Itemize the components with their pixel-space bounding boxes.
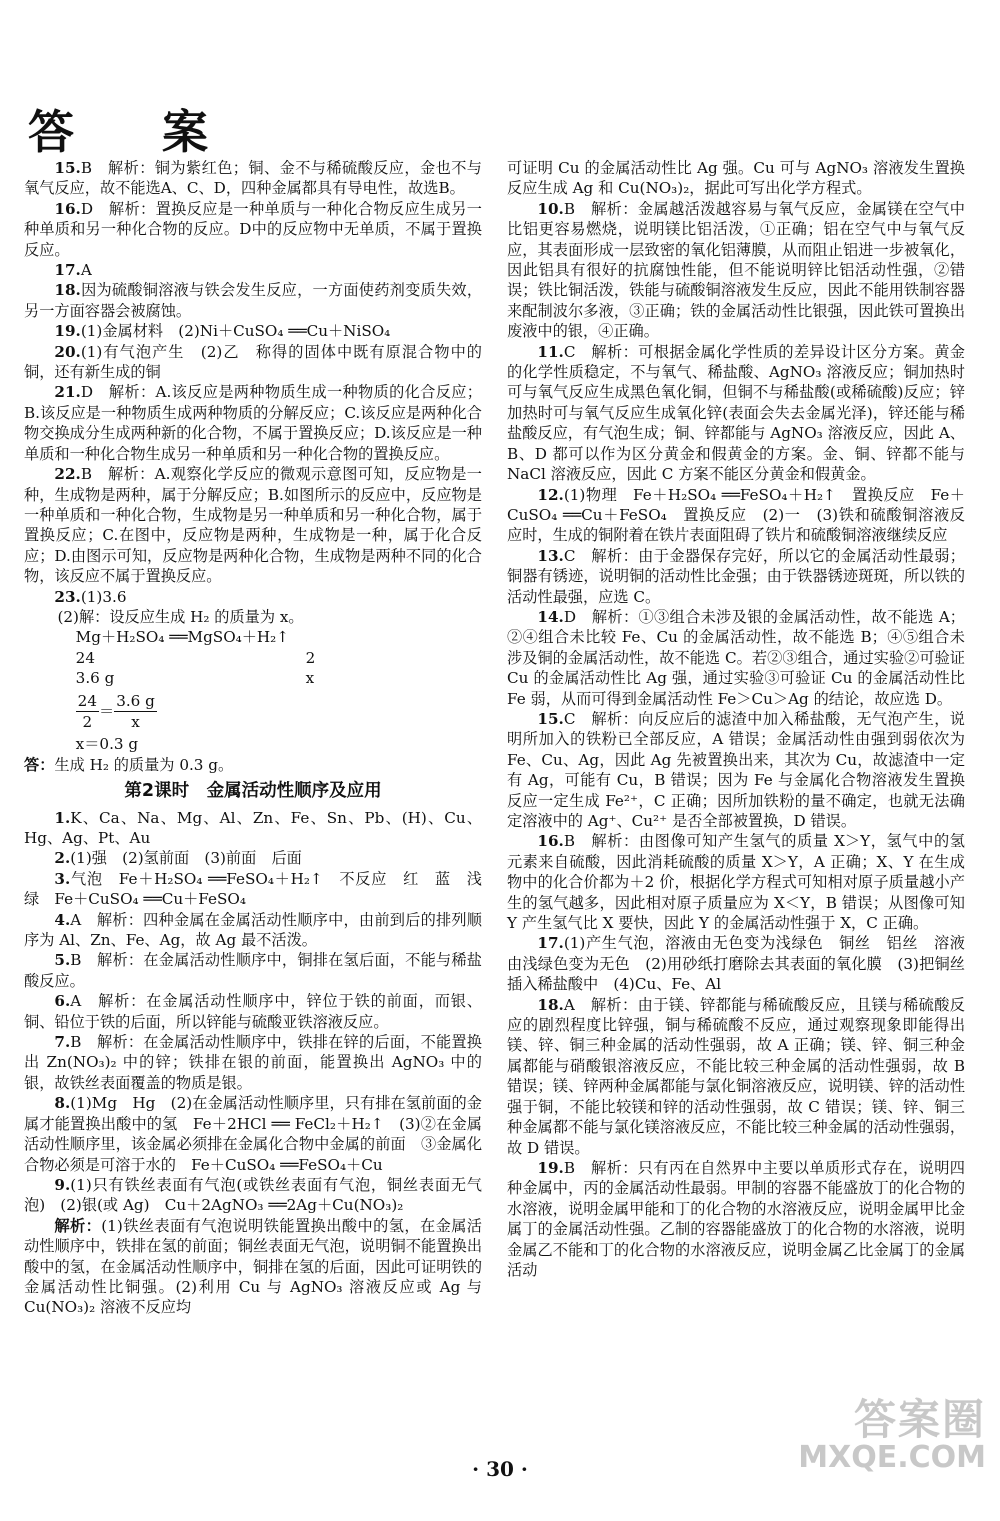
explanation-label: 解析：: [54, 1216, 102, 1235]
answer-text: A 解析：四种金属在金属活动性顺序中，由前到后的排列顺序为 Al、Zn、Fe、Ag，故 Ag 最不活泼。: [24, 910, 482, 950]
answer-conclusion: [24, 755, 482, 775]
answer-text: A 解析：在金属活动性顺序中，锌位于铁的前面，而银、铜、铅位于铁的后面，所以锌能与硫酸亚铁溶液反应。: [24, 992, 482, 1031]
answer-item: [24, 1175, 482, 1216]
answer-item: [24, 464, 482, 586]
answer-text: (1)有气泡产生 (2)乙 称得的固体中既有原混合物中的铜，还有新生成的铜: [24, 342, 482, 382]
solution-line: [57, 607, 482, 627]
question-number: 16.: [537, 832, 564, 851]
answer-item: [507, 831, 965, 933]
answer-item: [507, 933, 965, 994]
answer-item: [24, 910, 482, 951]
answer-text: C 解析：由于金器保存完好，所以它的金属活动性最弱；铜器有锈迹，说明铜的活动性比金强；由于铁器锈迹斑斑，所以铁的活动性最强，应选 C。: [507, 546, 965, 606]
equation-row: [76, 648, 482, 668]
answer-text: D 解析：①③组合未涉及银的金属活动性，故不能选 A；②④组合未比较 Fe、Cu 的金属活动性，故不能选 B；④⑤组合未涉及铜的金属活动性，故不能选 C。若②③组合，通过实验②可验证 Cu 的金属活动性比 Ag 强，通过实验③可验证 Cu 的金属活动性比 Fe 弱，从而可得到金属活动性 Fe＞Cu＞Ag 的结论，故应选 D。: [507, 607, 965, 708]
equation-left: x＝0.3 g: [75, 735, 139, 754]
equation-left: 24: [75, 648, 95, 667]
question-number: 11.: [537, 342, 564, 361]
explanation-paragraph: [24, 1216, 482, 1318]
question-number: 3.: [54, 869, 71, 888]
numerator: 3.6 g: [114, 691, 157, 712]
answer-text: (1)物理 Fe＋H₂SO₄ ══FeSO₄＋H₂↑ 置换反应 Fe＋CuSO₄ ══Cu＋FeSO₄ 置换反应 (2)一 (3)铁和硫酸铜溶液反应时，生成的铜附着在铁片表面阻碍了铁片和硫酸铜溶液继续反应: [507, 485, 965, 545]
answer-text: 因为硫酸铜溶液与铁会发生反应，一方面使药剂变质失效，另一方面容器会被腐蚀。: [24, 281, 482, 320]
answer-item: [24, 321, 482, 341]
question-number: 5.: [54, 951, 71, 970]
answer-text: B 解析：在金属活动性顺序中，铁排在锌的后面，不能置换出 Zn(NO₃)₂ 中的锌；铁排在银的前面，能置换出 AgNO₃ 中的银，故铁丝表面覆盖的物质是银。: [24, 1033, 482, 1092]
answer-text: B 解析：铜为紫红色；铜、金不与稀硫酸反应，金也不与氧气反应，故不能选A、C、D，四种金属都具有导电性，故选B。: [24, 159, 482, 198]
answer-label: 答：: [24, 755, 55, 774]
answer-text: (1)强 (2)氢前面 (3)前面 后面: [70, 849, 302, 868]
answer-item: [507, 1158, 965, 1280]
answer-text: B 解析：只有丙在自然界中主要以单质形式存在，说明四种金属中，丙的金属活动性最弱。甲制的容器不能盛放丁的化合物的水溶液，说明金属甲能和丁的化合物的水溶液反应，说明金属甲比金属丁的金属活动性强。乙制的容器能盛放丁的化合物的水溶液，说明金属乙不能和丁的化合物的水溶液反应，说明金属乙比金属丁的金属活动: [507, 1158, 965, 1279]
answer-text: (1)只有铁丝表面有气泡(或铁丝表面有气泡，铜丝表面无气泡) (2)银(或 Ag) Cu＋2AgNO₃ ══2Ag＋Cu(NO₃)₂: [24, 1175, 482, 1215]
watermark-line2: MXQE.COM: [798, 1440, 986, 1476]
answer-text: D 解析：A.该反应是两种物质生成一种物质的化合反应；B.该反应是一种物质生成两种物质的分解反应；C.该反应是两种化合物交换成分生成两种新的化合物，不属于置换反应；D.该反应是一种单质和一种化合物生成另一种单质和另一种化合物的置换反应。: [24, 383, 482, 463]
fraction-right: [114, 691, 157, 733]
question-number: 17.: [54, 261, 81, 280]
answer-text: B 解析：在金属活动性顺序中，铜排在氢后面，不能与稀盐酸反应。: [24, 951, 482, 990]
left-column: [24, 158, 482, 1318]
watermark-line1: 答案圈: [853, 1395, 986, 1444]
solution-text: (2)解：设反应生成 H₂ 的质量为 x。: [57, 607, 304, 626]
denominator: 2: [82, 712, 93, 731]
equation-row: [76, 734, 482, 754]
answer-item: [507, 199, 965, 342]
answer-item: [507, 485, 965, 546]
answer-item: [24, 260, 482, 280]
answer-text: D 解析：置换反应是一种单质与一种化合物反应生成另一种单质和另一种化合物的反应。D中的反应物中无单质，不属于置换反应。: [24, 199, 482, 259]
answer-text: B 解析：金属越活泼越容易与氧气反应，金属镁在空气中比铝更容易燃烧，说明镁比铝活泼，①正确；铝在空气中与氧气反应，其表面形成一层致密的氧化铝薄膜，从而阻止铝进一步被氧化，因此铝具有很好的抗腐蚀性能，但不能说明锌比铝活动性强，②错误；铁比铜活泼，铁能与硫酸铜溶液发生反应，因此不能用铁制容器来配制波尔多液，③正确；铁的金属活动性比银强，因此铁可置换出废液中的银，④正确。: [507, 199, 965, 341]
answer-text: C 解析：向反应后的滤渣中加入稀盐酸，无气泡产生，说明所加入的铁粉已全部反应，A 错误；金属活动性由强到弱依次为 Fe、Cu、Ag，因此 Ag 先被置换出来，其次为 Cu，故滤渣中一定有 Ag，可能有 Cu，B 错误；因为 Fe 与金属化合物溶液发生置换反应一定生成 Fe²⁺，C 正确；因所加铁粉的量不确定，也就无法确定溶液中的 Ag⁺、Cu²⁺ 是否全部被置换，D 错误。: [507, 709, 965, 830]
answer-item: [507, 709, 965, 831]
answer-item: [507, 607, 965, 709]
answer-item: [24, 848, 482, 868]
answer-item: [24, 1093, 482, 1175]
answer-item: [24, 342, 482, 383]
answer-text: A: [80, 261, 92, 280]
question-number: 16.: [54, 199, 81, 218]
answer-item: [24, 158, 482, 199]
question-number: 8.: [54, 1094, 71, 1113]
answer-text: (1)Mg Hg (2)在金属活动性顺序里，只有排在氢前面的金属才能置换出酸中的氢 Fe＋2HCl ══ FeCl₂＋H₂↑ (3)②在金属活动性顺序里，该金属必须排在金属化合物中金属的前面 ③金属化合物必须是可溶于水的 Fe＋CuSO₄ ══FeSO₄＋Cu: [24, 1094, 482, 1174]
answer-text: (1)3.6: [80, 587, 127, 606]
answer-text: 生成 H₂ 的质量为 0.3 g。: [54, 755, 234, 774]
question-number: 14.: [537, 607, 564, 626]
question-number: 7.: [54, 1033, 71, 1052]
answer-text: C 解析：可根据金属化学性质的差异设计区分方案。黄金的化学性质稳定，不与氧气、稀盐酸、AgNO₃ 溶液反应；铜加热时可与氧气反应生成黑色氧化铜，但铜不与稀盐酸(或稀硫酸)反应；锌加热时可与氧气反应生成氧化锌(表面会失去金属光泽)，锌还能与稀盐酸反应，有气泡生成；铜、锌都能与 AgNO₃ 溶液反应，因此 A、B、D 都可以作为区分黄金和假黄金的方案。金、铜、锌都不能与 NaCl 溶液反应，因此 C 方案不能区分黄金和假黄金。: [507, 342, 965, 484]
question-number: 20.: [54, 342, 81, 361]
equation-row: [76, 668, 482, 688]
equation-left: 3.6 g: [75, 669, 115, 688]
question-number: 1.: [54, 808, 71, 827]
question-number: 4.: [54, 910, 71, 929]
question-number: 12.: [537, 485, 564, 504]
denominator: x: [131, 712, 140, 731]
equals-sign: ＝: [99, 702, 115, 721]
answer-item: [24, 1032, 482, 1093]
answer-text: B 解析：由图像可知产生氢气的质量 X＞Y，氢气中的氢元素来自硫酸，因此消耗硫酸的质量 X＞Y，A 正确；X、Y 在生成物中的化合价都为＋2 价，根据化学方程式可知相对原子质量越小产生的氢气越多，因此相对原子质量应为 X＜Y，B 错误；从图像可知 Y 产生氢气比 X 要快，因此 Y 的金属活动性强于 X，C 正确。: [507, 832, 965, 933]
fraction-left: [76, 691, 99, 733]
answer-continuation: [507, 158, 965, 199]
question-number: 18.: [537, 995, 564, 1014]
question-number: 13.: [537, 546, 564, 565]
equation-left: Mg＋H₂SO₄ ══MgSO₄＋H₂↑: [75, 628, 289, 647]
answer-item: [24, 869, 482, 910]
question-number: 10.: [537, 199, 564, 218]
answer-text: 气泡 Fe＋H₂SO₄ ══FeSO₄＋H₂↑ 不反应 红 蓝 浅绿 Fe＋CuSO₄ ══Cu＋FeSO₄: [24, 869, 482, 909]
equation-row: [76, 627, 482, 647]
page-title: 答 案: [28, 105, 245, 159]
question-number: 19.: [537, 1158, 564, 1177]
page-number: · 30 ·: [472, 1457, 528, 1481]
answer-item: [24, 280, 482, 321]
question-number: 19.: [54, 322, 81, 341]
question-number: 9.: [54, 1175, 71, 1194]
answer-item: [507, 546, 965, 607]
answer-text: K、Ca、Na、Mg、Al、Zn、Fe、Sn、Pb、(H)、Cu、Hg、Ag、Pt、Au: [24, 808, 482, 847]
answer-text: (1)产生气泡，溶液由无色变为浅绿色 铜丝 铝丝 溶液由浅绿色变为无色 (2)用砂纸打磨除去其表面的氧化膜 (3)把铜丝插入稀盐酸中 (4)Cu、Fe、Al: [507, 934, 965, 994]
answer-text: A 解析：由于镁、锌都能与稀硫酸反应，且镁与稀硫酸反应的剧烈程度比锌强，铜与稀硫酸不反应，通过观察现象即能得出镁、锌、铜三种金属的活动性强弱，故 A 正确；镁、锌、铜三种金属都能与硝酸银溶液反应，不能比较三种金属的活动性强弱，故 B 错误；镁、锌两种金属都能与氯化铜溶液反应，说明镁、锌的活动性强于铜，不能比较镁和锌的活动性强弱，故 C 错误；镁、锌、铜三种金属都不能与氯化镁溶液反应，不能比较三种金属的活动性强弱，故 D 错误。: [507, 995, 965, 1157]
answer-item: [507, 342, 965, 485]
equation-right: x: [305, 669, 315, 688]
question-number: 23.: [54, 587, 81, 606]
question-number: 15.: [537, 709, 564, 728]
watermark-logo: [798, 1395, 986, 1476]
answer-text: B 解析：A.观察化学反应的微观示意图可知，反应物是一种，生成物是两种，属于分解反应；B.如图所示的反应中，反应物是一种单质和一种化合物，生成物是另一种单质和另一种化合物，属于置换反应；C.在图中，反应物是两种，生成物是一种，属于化合反应；D.由图示可知，反应物是两种化合物，生成物是两种不同的化合物，该反应不属于置换反应。: [24, 465, 482, 586]
question-number: 18.: [54, 281, 81, 300]
explanation-text: (1)铁丝表面有气泡说明铁能置换出酸中的氢，在金属活动性顺序中，铁排在氢的前面；铜丝表面无气泡，说明铜不能置换出酸中的氢，在金属活动性顺序中，铜排在氢的后面，因此可证明铁的金属活动性比铜强。(2)利用 Cu 与 AgNO₃ 溶液反应或 Ag 与 Cu(NO₃)₂ 溶液不反应均: [24, 1216, 482, 1317]
numerator: 24: [76, 691, 99, 712]
proportion-equation: [76, 691, 482, 733]
question-number: 17.: [537, 934, 564, 953]
answer-item: [24, 950, 482, 991]
section-heading: 第2课时 金属活动性顺序及应用: [124, 781, 382, 802]
question-number: 15.: [54, 159, 81, 177]
question-number: 21.: [54, 383, 81, 402]
answer-item: [24, 991, 482, 1032]
answer-item: [24, 808, 482, 849]
answer-text: (1)金属材料 (2)Ni＋CuSO₄ ══Cu＋NiSO₄: [80, 322, 391, 341]
answer-text: 可证明 Cu 的金属活动性比 Ag 强。Cu 可与 AgNO₃ 溶液发生置换反应生成 Ag 和 Cu(NO₃)₂，据此可写出化学方程式。: [507, 159, 965, 198]
answer-item: [24, 199, 482, 260]
question-number: 22.: [54, 465, 81, 484]
answer-item: [507, 995, 965, 1158]
answer-item: [24, 587, 482, 607]
question-number: 6.: [54, 992, 71, 1011]
equation-right: 2: [305, 648, 316, 667]
question-number: 2.: [54, 849, 71, 868]
right-column: [507, 158, 965, 1280]
answer-item: [24, 382, 482, 464]
